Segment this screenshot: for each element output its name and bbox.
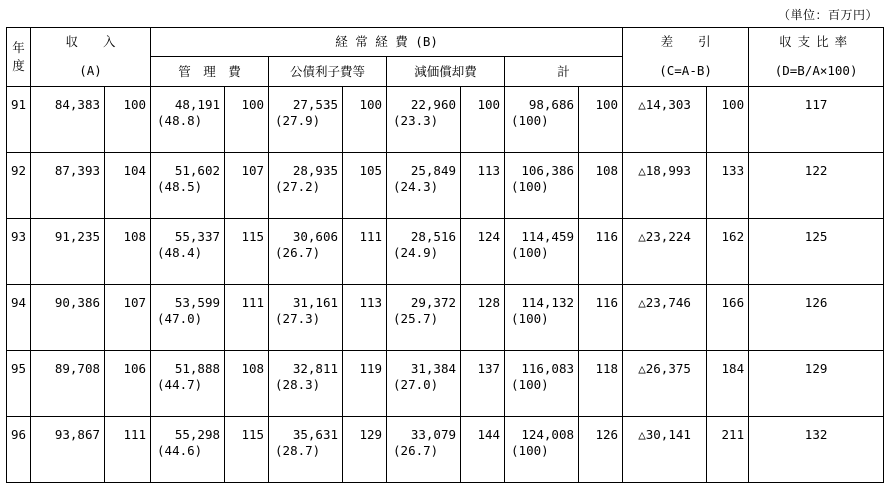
diff-index-cell: 211	[707, 417, 749, 483]
interest-cell: 31,161 (27.3)	[269, 285, 343, 351]
diff-subheader: (C=A-B)	[623, 57, 749, 87]
table-row	[7, 153, 884, 219]
depreciation-index-cell: 128	[461, 285, 505, 351]
revenue-index-cell: 111	[105, 417, 151, 483]
revenue-cell: 87,393	[31, 153, 105, 219]
diff-header: 差 引	[623, 28, 749, 57]
mgmt-header: 管 理 費	[151, 57, 269, 87]
mgmt-cell: 53,599 (47.0)	[151, 285, 225, 351]
interest-cell: 28,935 (27.2)	[269, 153, 343, 219]
total-index-cell: 116	[579, 219, 623, 285]
mgmt-index-cell: 100	[225, 87, 269, 153]
year-cell: 94	[7, 285, 31, 351]
year-cell: 92	[7, 153, 31, 219]
depreciation-cell: 25,849 (24.3)	[387, 153, 461, 219]
depreciation-index-cell: 144	[461, 417, 505, 483]
diff-cell: △26,375	[623, 351, 707, 417]
table-row	[7, 351, 884, 417]
mgmt-cell: 55,298 (44.6)	[151, 417, 225, 483]
ratio-cell: 125	[749, 219, 884, 285]
revenue-index-cell: 100	[105, 87, 151, 153]
mgmt-cell: 55,337 (48.4)	[151, 219, 225, 285]
diff-cell: △30,141	[623, 417, 707, 483]
depreciation-header: 減価償却費	[387, 57, 505, 87]
diff-index-cell: 133	[707, 153, 749, 219]
ratio-cell: 129	[749, 351, 884, 417]
interest-cell: 27,535 (27.9)	[269, 87, 343, 153]
mgmt-cell: 51,602 (48.5)	[151, 153, 225, 219]
depreciation-index-cell: 100	[461, 87, 505, 153]
diff-index-cell: 184	[707, 351, 749, 417]
revenue-cell: 84,383	[31, 87, 105, 153]
ratio-cell: 117	[749, 87, 884, 153]
total-index-cell: 126	[579, 417, 623, 483]
diff-cell: △18,993	[623, 153, 707, 219]
revenue-expense-table	[6, 27, 884, 483]
header-row-1	[7, 28, 884, 57]
ratio-cell: 122	[749, 153, 884, 219]
depreciation-index-cell: 113	[461, 153, 505, 219]
interest-index-cell: 129	[343, 417, 387, 483]
revenue-index-cell: 106	[105, 351, 151, 417]
mgmt-index-cell: 108	[225, 351, 269, 417]
interest-cell: 30,606 (26.7)	[269, 219, 343, 285]
year-cell: 93	[7, 219, 31, 285]
depreciation-index-cell: 137	[461, 351, 505, 417]
total-cell: 114,459 (100)	[505, 219, 579, 285]
mgmt-cell: 48,191 (48.8)	[151, 87, 225, 153]
total-index-cell: 116	[579, 285, 623, 351]
revenue-index-cell: 104	[105, 153, 151, 219]
total-cell: 116,083 (100)	[505, 351, 579, 417]
total-index-cell: 118	[579, 351, 623, 417]
revenue-cell: 90,386	[31, 285, 105, 351]
revenue-cell: 89,708	[31, 351, 105, 417]
total-cell: 106,386 (100)	[505, 153, 579, 219]
year-cell: 91	[7, 87, 31, 153]
interest-index-cell: 105	[343, 153, 387, 219]
depreciation-cell: 22,960 (23.3)	[387, 87, 461, 153]
revenue-header: 収 入	[31, 28, 151, 57]
depreciation-cell: 33,079 (26.7)	[387, 417, 461, 483]
diff-cell: △23,746	[623, 285, 707, 351]
year-cell: 95	[7, 351, 31, 417]
interest-index-cell: 119	[343, 351, 387, 417]
mgmt-index-cell: 115	[225, 417, 269, 483]
ratio-subheader: (D=B/A×100)	[749, 57, 884, 87]
interest-cell: 35,631 (28.7)	[269, 417, 343, 483]
interest-index-cell: 100	[343, 87, 387, 153]
revenue-index-cell: 107	[105, 285, 151, 351]
revenue-cell: 91,235	[31, 219, 105, 285]
year-header: 年度	[7, 28, 31, 87]
mgmt-index-cell: 115	[225, 219, 269, 285]
revenue-index-cell: 108	[105, 219, 151, 285]
year-cell: 96	[7, 417, 31, 483]
mgmt-index-cell: 111	[225, 285, 269, 351]
depreciation-cell: 31,384 (27.0)	[387, 351, 461, 417]
unit-note: （単位：百万円）	[777, 8, 878, 22]
expense-group-header: 経 常 経 費 (B)	[151, 28, 623, 57]
total-cell: 98,686 (100)	[505, 87, 579, 153]
diff-cell: △23,224	[623, 219, 707, 285]
interest-index-cell: 111	[343, 219, 387, 285]
table-row	[7, 417, 884, 483]
ratio-cell: 132	[749, 417, 884, 483]
total-cell: 114,132 (100)	[505, 285, 579, 351]
interest-index-cell: 113	[343, 285, 387, 351]
depreciation-index-cell: 124	[461, 219, 505, 285]
header-row-2	[7, 57, 884, 87]
diff-cell: △14,303	[623, 87, 707, 153]
diff-index-cell: 162	[707, 219, 749, 285]
mgmt-cell: 51,888 (44.7)	[151, 351, 225, 417]
interest-cell: 32,811 (28.3)	[269, 351, 343, 417]
total-index-cell: 108	[579, 153, 623, 219]
ratio-header: 収支比率	[749, 28, 884, 57]
depreciation-cell: 28,516 (24.9)	[387, 219, 461, 285]
diff-index-cell: 100	[707, 87, 749, 153]
mgmt-index-cell: 107	[225, 153, 269, 219]
table-row	[7, 285, 884, 351]
total-header: 計	[505, 57, 623, 87]
ratio-cell: 126	[749, 285, 884, 351]
revenue-subheader: (A)	[31, 57, 151, 87]
diff-index-cell: 166	[707, 285, 749, 351]
interest-header: 公債利子費等	[269, 57, 387, 87]
total-cell: 124,008 (100)	[505, 417, 579, 483]
revenue-cell: 93,867	[31, 417, 105, 483]
depreciation-cell: 29,372 (25.7)	[387, 285, 461, 351]
table-row	[7, 219, 884, 285]
table-row	[7, 87, 884, 153]
total-index-cell: 100	[579, 87, 623, 153]
